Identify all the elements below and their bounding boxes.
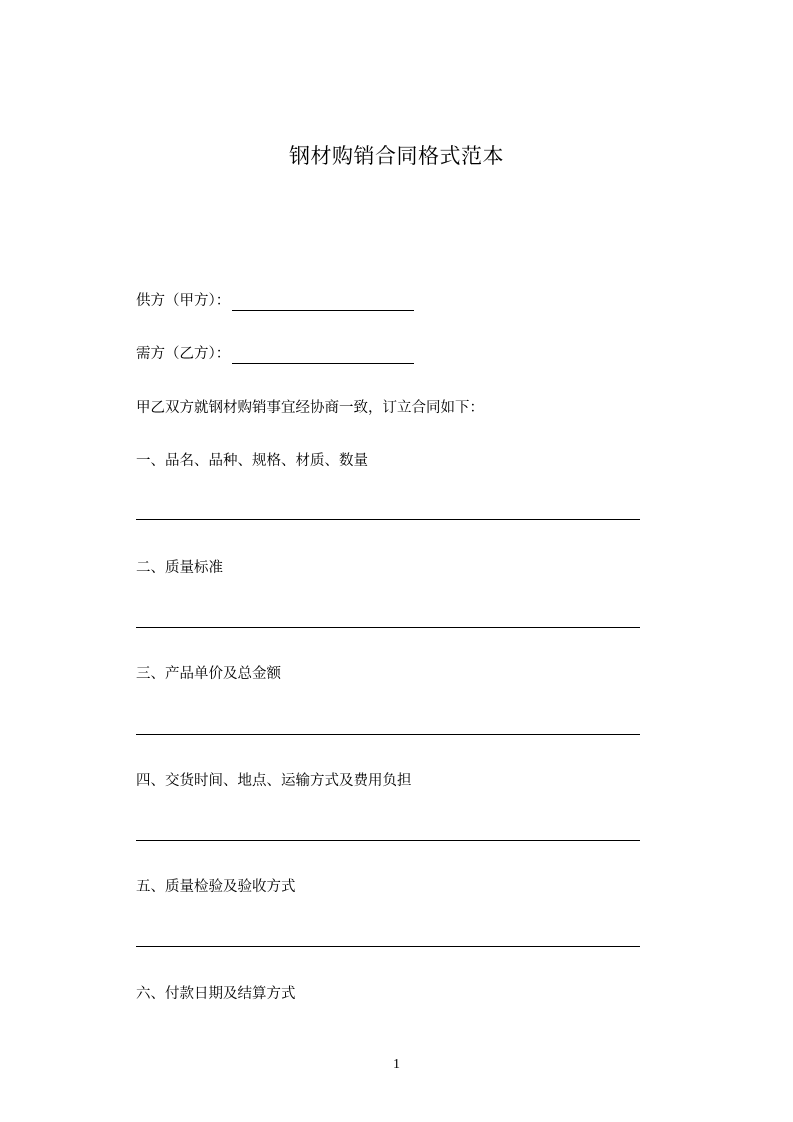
section-heading: 四、交货时间、地点、运输方式及费用负担 — [136, 773, 412, 789]
section-heading: 六、付款日期及结算方式 — [136, 986, 296, 1002]
section-heading: 五、质量检验及验收方式 — [136, 879, 296, 895]
section-blank-rule — [136, 627, 640, 628]
section-heading: 三、产品单价及总金额 — [136, 666, 281, 682]
buyer-blank — [232, 349, 414, 364]
intro-text: 甲乙双方就钢材购销事宜经协商一致，订立合同如下： — [136, 400, 484, 416]
supplier-blank — [232, 296, 414, 311]
section-blank-rule — [136, 734, 640, 735]
section-blank-rule — [136, 840, 640, 841]
buyer-line — [136, 344, 414, 364]
page-number: 1 — [393, 1057, 400, 1072]
section-heading: 二、质量标准 — [136, 560, 223, 576]
document-title: 钢材购销合同格式范本 — [289, 144, 504, 168]
section-blank-rule — [136, 519, 640, 520]
section-heading: 一、品名、品种、规格、材质、数量 — [136, 453, 368, 469]
buyer-label: 需方（乙方）： — [136, 346, 231, 362]
section-blank-rule — [136, 946, 640, 947]
supplier-label: 供方（甲方）： — [136, 293, 231, 309]
supplier-line — [136, 291, 414, 311]
